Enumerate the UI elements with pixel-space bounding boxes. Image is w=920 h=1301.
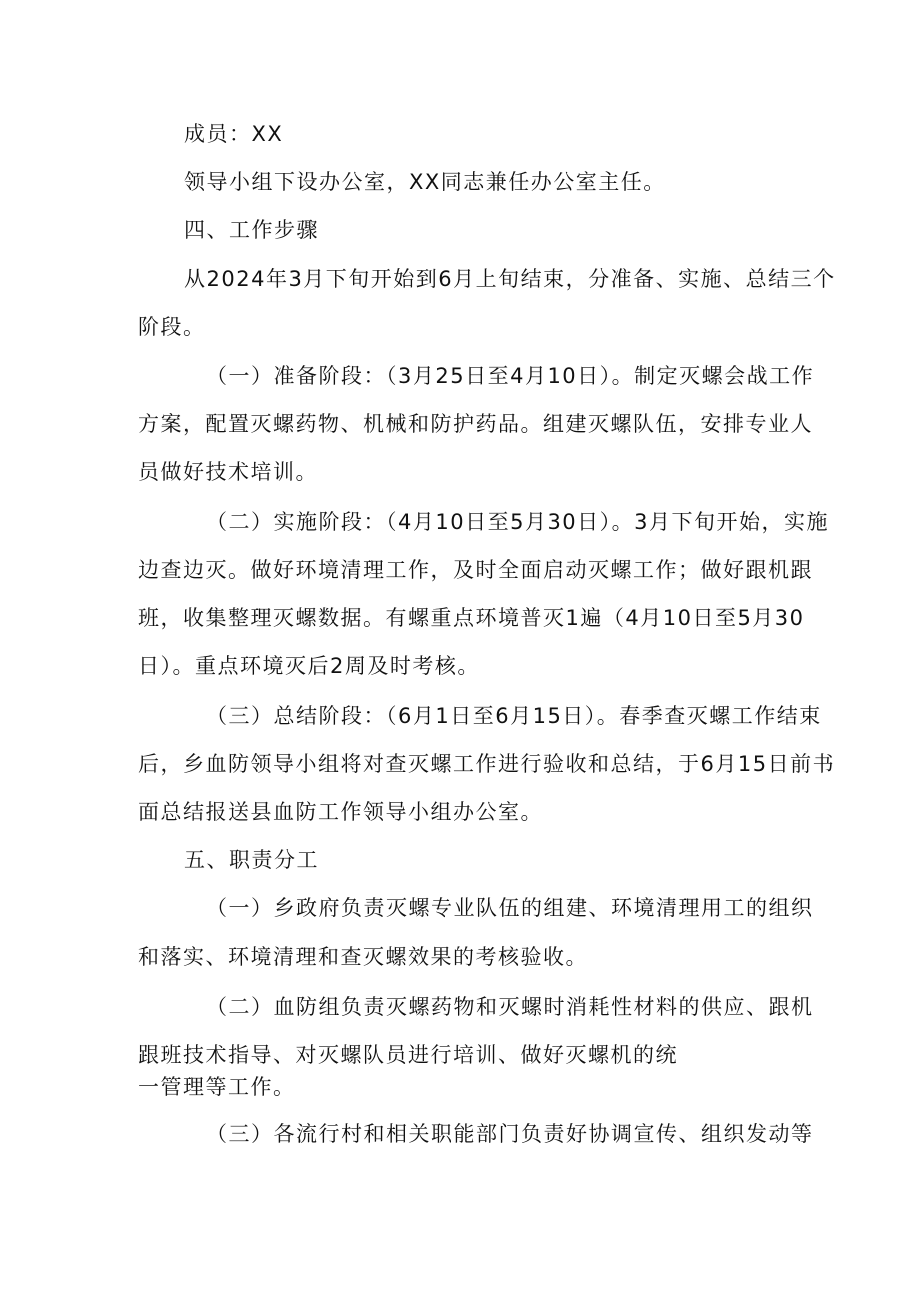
office-line: 领导小组下设办公室，XX同志兼任办公室主任。 xyxy=(184,170,666,194)
paragraph-line: 和落实、环境清理和查灭螺效果的考核验收。 xyxy=(138,945,588,969)
paragraph-line: 班，收集整理灭螺数据。有螺重点环境普灭1遍（4月10日至5月30 xyxy=(138,606,805,630)
paragraph-line: 从2024年3月下旬开始到6月上旬结束，分准备、实施、总结三个 xyxy=(184,267,836,291)
paragraph-line: 日）。重点环境灭后2周及时考核。 xyxy=(138,654,480,678)
paragraph-line: （三）总结阶段：（6月1日至6月15日）。春季查灭螺工作结束 xyxy=(206,704,822,728)
paragraph-line: 阶段。 xyxy=(138,315,206,339)
paragraph-line: （一）乡政府负责灭螺专业队伍的组建、环境清理用工的组织 xyxy=(206,896,814,920)
members-line: 成员：XX xyxy=(184,122,284,146)
paragraph-line: 方案，配置灭螺药物、机械和防护药品。组建灭螺队伍，安排专业人 xyxy=(138,412,813,436)
paragraph-line: （二）血防组负责灭螺药物和灭螺时消耗性材料的供应、跟机 xyxy=(206,995,814,1019)
paragraph-line: （一）准备阶段：（3月25日至4月10日）。制定灭螺会战工作 xyxy=(206,364,815,388)
paragraph-line: （二）实施阶段：（4月10日至5月30日）。3月下旬开始，实施 xyxy=(206,510,830,534)
section-five-heading: 五、职责分工 xyxy=(184,848,319,872)
paragraph-line: 后，乡血防领导小组将对查灭螺工作进行验收和总结，于6月15日前书 xyxy=(138,752,836,776)
paragraph-line: 面总结报送县血防工作领导小组办公室。 xyxy=(138,800,543,824)
paragraph-line: 员做好技术培训。 xyxy=(138,460,318,484)
paragraph-line: 一管理等工作。 xyxy=(138,1075,296,1099)
paragraph-line: 跟班技术指导、对灭螺队员进行培训、做好灭螺机的统 xyxy=(138,1043,678,1067)
section-four-heading: 四、工作步骤 xyxy=(184,218,319,242)
paragraph-line: （三）各流行村和相关职能部门负责好协调宣传、组织发动等 xyxy=(206,1122,814,1146)
paragraph-line: 边查边灭。做好环境清理工作，及时全面启动灭螺工作；做好跟机跟 xyxy=(138,558,813,582)
